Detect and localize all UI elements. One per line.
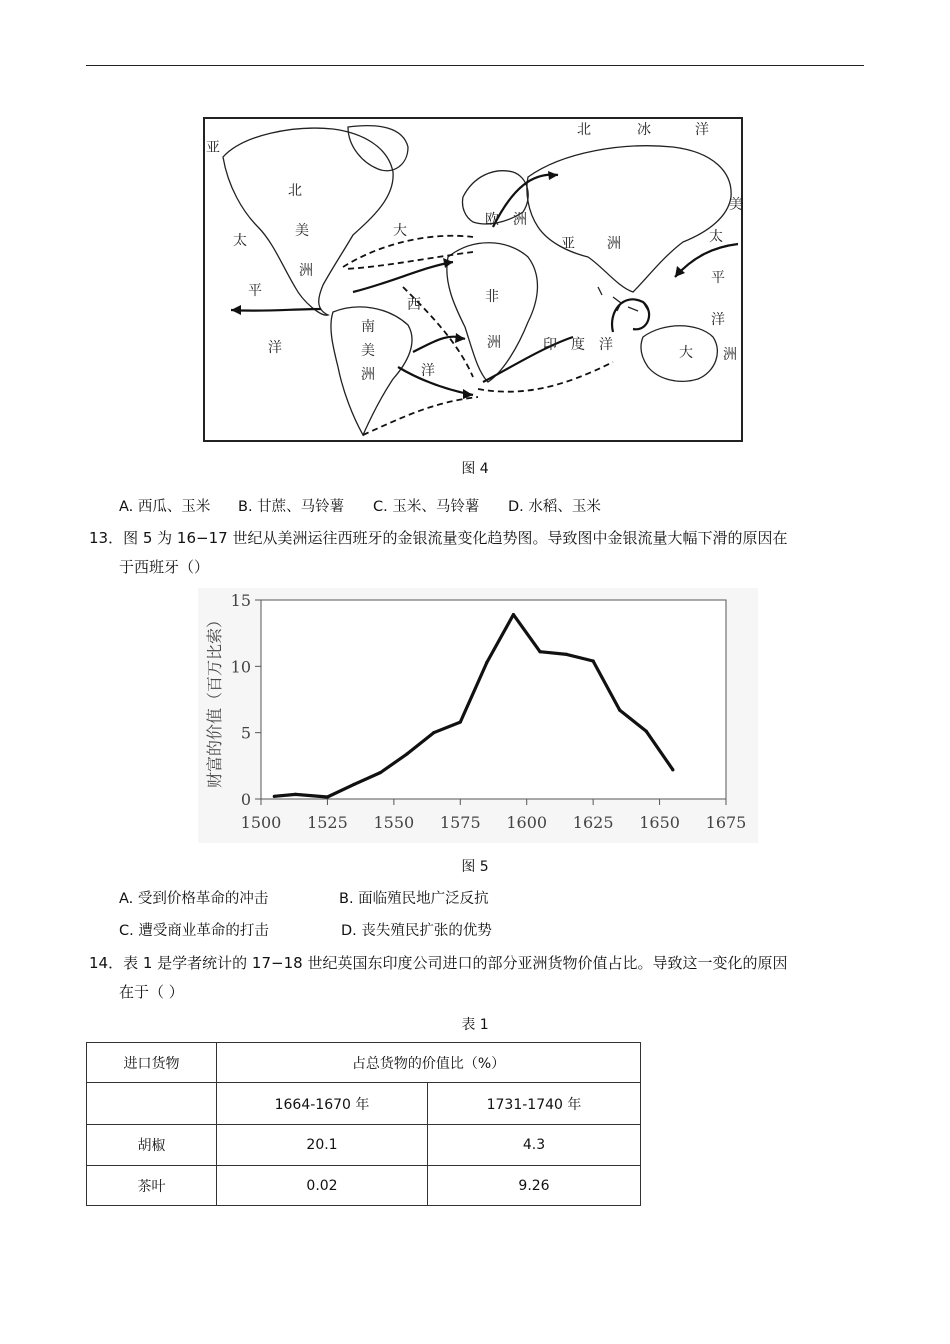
table-cell-value: 4.3 — [428, 1125, 641, 1166]
world-map-figure — [203, 117, 743, 442]
map-label: 美 — [361, 343, 375, 359]
map-label: 亚 — [206, 140, 220, 156]
data-point — [538, 650, 541, 653]
map-label: 亚 — [561, 236, 575, 252]
map-label: 北 — [288, 183, 302, 199]
map-label: 度 — [571, 337, 585, 353]
map-label: 北 — [577, 122, 591, 138]
map-label: 洲 — [723, 347, 737, 363]
table1 — [86, 1042, 641, 1206]
data-point — [485, 661, 488, 664]
data-point — [406, 752, 409, 755]
map-label: 欧 — [485, 212, 499, 228]
map-label: 洋 — [711, 312, 725, 328]
map-label: 洲 — [607, 236, 621, 252]
map-label: 洋 — [421, 363, 435, 379]
x-tick-label: 1625 — [572, 813, 614, 832]
x-tick-label: 1500 — [240, 813, 282, 832]
figure4-caption: 图 4 — [461, 461, 489, 477]
header-rule — [86, 65, 864, 66]
x-tick-label: 1600 — [506, 813, 548, 832]
data-point — [273, 795, 276, 798]
data-point — [352, 783, 355, 786]
data-point — [432, 731, 435, 734]
x-tick-label: 1525 — [307, 813, 348, 832]
q13-option-b: B. 面临殖民地广泛反抗 — [339, 891, 489, 907]
map-label: 洲 — [487, 335, 501, 351]
data-point — [379, 771, 382, 774]
table-cell-value: 9.26 — [428, 1166, 641, 1206]
x-tick-label: 1550 — [373, 813, 415, 832]
map-label: 印 — [543, 337, 557, 353]
map-label: 太 — [233, 233, 247, 249]
y-tick-label: 10 — [230, 657, 251, 677]
table-row — [87, 1166, 641, 1206]
figure5-caption: 图 5 — [461, 859, 489, 875]
map-label: 大 — [679, 345, 693, 361]
map-label: 太 — [709, 229, 723, 245]
data-point — [592, 659, 595, 662]
map-frame — [204, 118, 742, 441]
x-tick-label: 1650 — [639, 813, 680, 832]
y-axis-label: 财富的价值（百万比索） — [205, 611, 224, 789]
map-label: 洋 — [268, 340, 282, 356]
table-header-period1: 1664-1670 年 — [217, 1083, 428, 1125]
map-label: 冰 — [637, 122, 651, 138]
table-header-period2: 1731-1740 年 — [428, 1083, 641, 1125]
table-cell-empty — [87, 1083, 217, 1125]
q14-stem-line1: 14．表 1 是学者统计的 17−18 世纪英国东印度公司进口的部分亚洲货物价值占比。导致这一变化的原因 — [89, 954, 788, 972]
data-point — [512, 613, 515, 616]
map-label: 南 — [361, 319, 375, 335]
q12-option-d: D. 水稻、玉米 — [508, 499, 601, 515]
table-cell-item: 胡椒 — [87, 1125, 217, 1166]
map-label: 洲 — [513, 212, 527, 228]
data-point — [459, 720, 462, 723]
data-point — [326, 795, 329, 798]
q14-stem-line2: 在于（ ） — [119, 983, 184, 1001]
x-tick-label: 1575 — [439, 813, 481, 832]
table-header-goods: 进口货物 — [87, 1043, 217, 1083]
table-cell-item: 茶叶 — [87, 1166, 217, 1206]
map-label: 平 — [711, 270, 725, 286]
map-label: 平 — [248, 283, 262, 299]
map-label: 西 — [407, 297, 421, 313]
map-label: 洋 — [599, 337, 613, 353]
table1-title: 表 1 — [461, 1017, 489, 1033]
y-tick-label: 5 — [240, 723, 251, 743]
map-label: 洲 — [299, 263, 313, 279]
y-tick-label: 0 — [240, 790, 251, 809]
table-cell-value: 20.1 — [217, 1125, 428, 1166]
q13-option-d: D. 丧失殖民扩张的优势 — [341, 923, 492, 939]
data-point — [618, 709, 621, 712]
plot-area — [261, 600, 726, 799]
q13-option-c: C. 遭受商业革命的打击 — [119, 923, 269, 939]
table-row — [87, 1125, 641, 1166]
data-point — [671, 768, 674, 771]
x-tick-label: 1675 — [705, 813, 747, 832]
data-point — [565, 653, 568, 656]
y-tick-label: 15 — [230, 591, 251, 610]
map-label: 大 — [393, 223, 407, 239]
data-point — [294, 793, 297, 796]
q13-stem-line2: 于西班牙（） — [119, 558, 210, 576]
q12-option-c: C. 玉米、马铃薯 — [373, 499, 480, 515]
q13-stem-line1: 13．图 5 为 16−17 世纪从美洲运往西班牙的金银流量变化趋势图。导致图中金银流量大幅下滑的原因在 — [89, 529, 788, 547]
map-label: 洲 — [361, 367, 375, 383]
table-header-value-share: 占总货物的价值比（%） — [217, 1043, 641, 1083]
map-label: 美 — [295, 223, 309, 239]
q12-option-b: B. 甘蔗、马铃薯 — [238, 499, 345, 515]
map-label: 美 — [729, 197, 743, 213]
map-label: 非 — [485, 289, 499, 305]
figure5-line-chart — [198, 588, 758, 843]
q13-option-a: A. 受到价格革命的冲击 — [119, 891, 269, 907]
map-label: 洋 — [695, 122, 709, 138]
table-cell-value: 0.02 — [217, 1166, 428, 1206]
q12-option-a: A. 西瓜、玉米 — [119, 499, 211, 515]
data-point — [645, 730, 648, 733]
